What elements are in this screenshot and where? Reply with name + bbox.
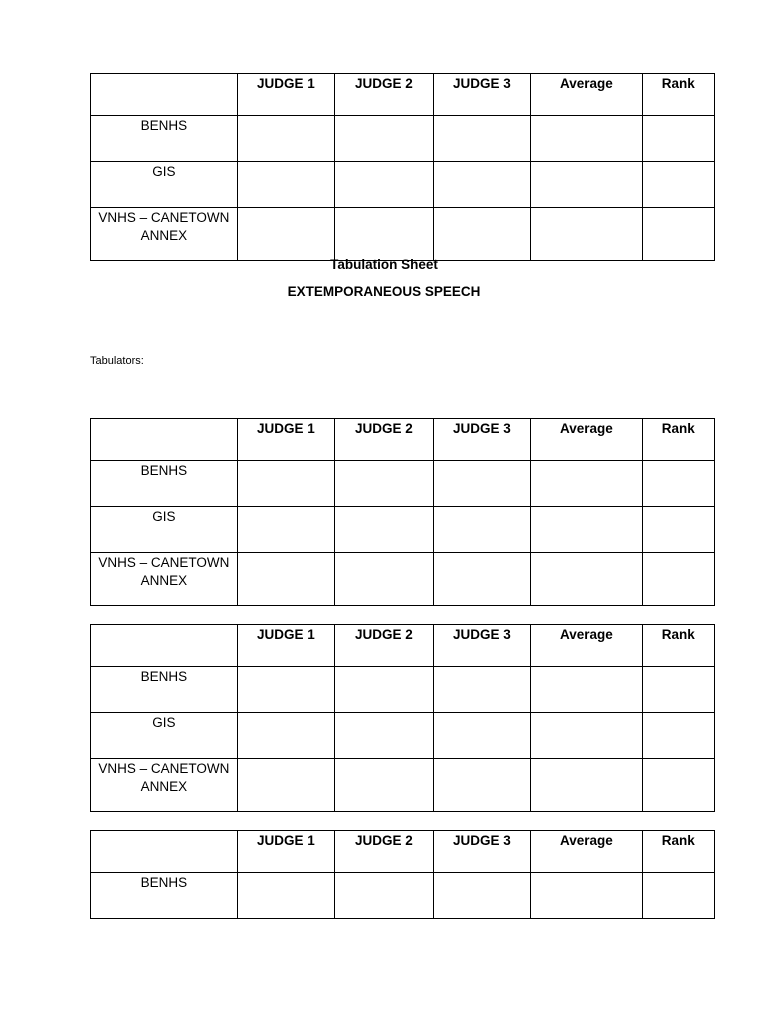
header-judge-3: JUDGE 3 xyxy=(433,625,530,667)
row-label-gis: GIS xyxy=(91,162,238,208)
score-cell xyxy=(237,208,334,261)
average-cell xyxy=(531,116,643,162)
header-judge-1: JUDGE 1 xyxy=(237,625,334,667)
row-label-benhs: BENHS xyxy=(91,873,238,919)
score-cell xyxy=(335,759,433,812)
table-row xyxy=(91,667,715,713)
table-row xyxy=(91,116,715,162)
rank-cell xyxy=(642,713,714,759)
score-cell xyxy=(433,873,530,919)
row-label-benhs: BENHS xyxy=(91,116,238,162)
table-row xyxy=(91,713,715,759)
rank-cell xyxy=(642,162,714,208)
table-row xyxy=(91,507,715,553)
header-cell-blank xyxy=(91,831,238,873)
header-judge-3: JUDGE 3 xyxy=(433,831,530,873)
score-cell xyxy=(433,208,530,261)
header-judge-2: JUDGE 2 xyxy=(335,625,433,667)
document-title: Tabulation Sheet xyxy=(330,257,438,272)
score-cell xyxy=(237,553,334,606)
rank-cell xyxy=(642,759,714,812)
header-rank: Rank xyxy=(642,831,714,873)
score-cell xyxy=(335,713,433,759)
score-cell xyxy=(433,759,530,812)
score-cell xyxy=(335,116,433,162)
header-cell-blank xyxy=(91,625,238,667)
score-cell xyxy=(433,553,530,606)
average-cell xyxy=(531,667,643,713)
rank-cell xyxy=(642,553,714,606)
header-average: Average xyxy=(531,74,643,116)
table-header-row xyxy=(91,831,715,873)
table-row xyxy=(91,759,715,812)
score-cell xyxy=(433,461,530,507)
header-average: Average xyxy=(531,625,643,667)
score-cell xyxy=(335,667,433,713)
table-row xyxy=(91,461,715,507)
rank-cell xyxy=(642,208,714,261)
average-cell xyxy=(531,162,643,208)
rank-cell xyxy=(642,873,714,919)
row-label-benhs: BENHS xyxy=(91,667,238,713)
header-judge-2: JUDGE 2 xyxy=(335,419,433,461)
header-judge-1: JUDGE 1 xyxy=(237,74,334,116)
header-rank: Rank xyxy=(642,625,714,667)
score-cell xyxy=(335,162,433,208)
tabulators-label: Tabulators: xyxy=(90,355,144,367)
rank-cell xyxy=(642,507,714,553)
document-subtitle: EXTEMPORANEOUS SPEECH xyxy=(287,284,481,299)
rank-cell xyxy=(642,667,714,713)
row-label-benhs: BENHS xyxy=(91,461,238,507)
row-label-vnhs: VNHS – CANETOWN ANNEX xyxy=(91,553,238,606)
header-judge-2: JUDGE 2 xyxy=(335,831,433,873)
score-cell xyxy=(335,873,433,919)
score-cell xyxy=(237,461,334,507)
rank-cell xyxy=(642,116,714,162)
table-header-row xyxy=(91,74,715,116)
header-rank: Rank xyxy=(642,74,714,116)
header-judge-1: JUDGE 1 xyxy=(237,831,334,873)
table-header-row xyxy=(91,625,715,667)
score-cell xyxy=(335,208,433,261)
row-label-gis: GIS xyxy=(91,507,238,553)
score-cell xyxy=(335,507,433,553)
score-cell xyxy=(335,553,433,606)
score-cell xyxy=(433,116,530,162)
score-cell xyxy=(433,667,530,713)
header-cell-blank xyxy=(91,74,238,116)
score-cell xyxy=(433,162,530,208)
header-average: Average xyxy=(531,419,643,461)
score-cell xyxy=(237,667,334,713)
score-cell xyxy=(335,461,433,507)
score-cell xyxy=(237,873,334,919)
average-cell xyxy=(531,461,643,507)
score-cell xyxy=(433,713,530,759)
row-label-vnhs: VNHS – CANETOWN ANNEX xyxy=(91,208,238,261)
tabulation-table-3 xyxy=(90,624,715,812)
table-row xyxy=(91,553,715,606)
header-judge-3: JUDGE 3 xyxy=(433,419,530,461)
score-cell xyxy=(237,713,334,759)
tabulation-table-1 xyxy=(90,73,715,261)
score-cell xyxy=(237,116,334,162)
row-label-gis: GIS xyxy=(91,713,238,759)
table-row xyxy=(91,208,715,261)
score-cell xyxy=(433,507,530,553)
average-cell xyxy=(531,507,643,553)
average-cell xyxy=(531,759,643,812)
header-judge-1: JUDGE 1 xyxy=(237,419,334,461)
header-judge-2: JUDGE 2 xyxy=(335,74,433,116)
score-cell xyxy=(237,507,334,553)
score-cell xyxy=(237,759,334,812)
rank-cell xyxy=(642,461,714,507)
header-judge-3: JUDGE 3 xyxy=(433,74,530,116)
tabulation-table-2 xyxy=(90,418,715,606)
row-label-vnhs: VNHS – CANETOWN ANNEX xyxy=(91,759,238,812)
average-cell xyxy=(531,873,643,919)
header-average: Average xyxy=(531,831,643,873)
average-cell xyxy=(531,713,643,759)
header-rank: Rank xyxy=(642,419,714,461)
average-cell xyxy=(531,208,643,261)
average-cell xyxy=(531,553,643,606)
header-cell-blank xyxy=(91,419,238,461)
tabulation-table-4 xyxy=(90,830,715,919)
table-row xyxy=(91,162,715,208)
score-cell xyxy=(237,162,334,208)
table-header-row xyxy=(91,419,715,461)
table-row xyxy=(91,873,715,919)
